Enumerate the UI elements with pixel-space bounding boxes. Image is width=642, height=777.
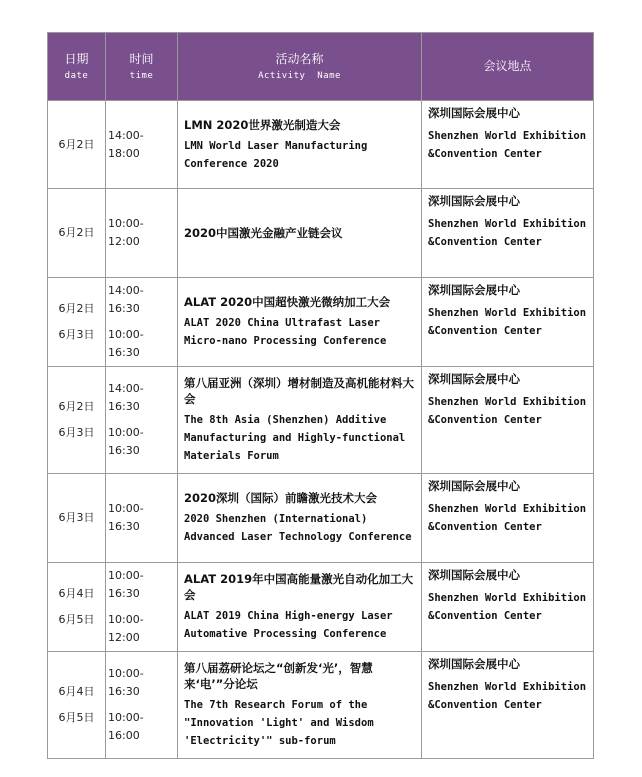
activity-title-cn: ALAT 2020中国超快激光微纳加工大会 [184,295,391,309]
table-row [48,189,594,278]
table-row [48,563,594,652]
date-cell [48,563,106,652]
date-text: 6月5日 [58,711,95,724]
table-row [48,474,594,563]
date-text: 6月5日 [58,613,95,626]
activity-cell [178,278,422,367]
time-text: 10:00- [108,613,144,626]
activity-cell [178,652,422,759]
time-text: 14:00- [108,128,144,142]
time-text: 10:00- [108,328,144,341]
venue-name-en: Shenzhen World Exhibition &Convention Center [428,503,587,533]
date-cell [48,652,106,759]
table-row [48,367,594,474]
activity-title-en: LMN World Laser Manufacturing Conference 2020 [184,139,368,170]
time-text: 14:00- [108,284,144,297]
activity-cell [178,367,422,474]
header-activity: 活动名称 Activity Name [178,33,422,101]
date-text: 6月3日 [58,328,95,341]
venue-cell [422,367,594,474]
venue-name-en: Shenzhen World Exhibition &Convention Center [428,130,587,160]
date-text: 6月3日 [58,426,95,439]
venue-name-cn: 深圳国际会展中心 [428,194,520,208]
venue-name-en: Shenzhen World Exhibition &Convention Center [428,396,587,426]
activity-title-cn: ALAT 2019年中国高能量激光自动化加工大会 [184,572,414,602]
venue-cell [422,278,594,367]
activity-cell [178,474,422,563]
venue-name-en: Shenzhen World Exhibition &Convention Center [428,592,587,622]
activity-title-cn: 第八届荔研论坛之“创新发‘光’，智慧来‘电’”分论坛 [184,661,373,691]
activity-title-cn: 第八届亚洲（深圳）增材制造及高机能材料大会 [184,376,414,406]
date-text: 6月2日 [58,226,95,239]
time-text: 16:00 [108,729,140,742]
venue-cell [422,101,594,189]
venue-name-cn: 深圳国际会展中心 [428,283,520,297]
date-text: 6月4日 [58,685,95,698]
date-text: 6月2日 [58,137,95,151]
activity-title-en: The 8th Asia (Shenzhen) Additive Manufacturing and Highly-functional Materials Forum [184,414,406,462]
activity-title-en: ALAT 2020 China Ultrafast Laser Micro-nano Processing Conference [184,317,387,347]
schedule-table [47,32,594,759]
time-text: 14:00- [108,382,144,395]
time-text: 16:30 [108,520,140,533]
time-text: 18:00 [108,146,140,160]
schedule-sheet [47,32,593,759]
time-text: 10:00- [108,217,144,230]
activity-title-cn: 2020深圳（国际）前瞻激光技术大会 [184,491,378,505]
time-cell [106,101,178,189]
activity-title-cn: LMN 2020世界激光制造大会 [184,117,341,132]
time-text: 10:00- [108,426,144,439]
venue-name-en: Shenzhen World Exhibition &Convention Center [428,307,587,337]
venue-cell [422,563,594,652]
time-text: 16:30 [108,685,140,698]
time-text: 16:30 [108,587,140,600]
date-cell [48,278,106,367]
time-text: 12:00 [108,235,140,248]
date-text: 6月4日 [58,587,95,600]
time-text: 16:30 [108,346,140,359]
time-text: 10:00- [108,667,144,680]
venue-name-cn: 深圳国际会展中心 [428,106,520,120]
time-cell [106,278,178,367]
venue-name-en: Shenzhen World Exhibition &Convention Center [428,681,587,711]
date-cell [48,474,106,563]
date-text: 6月2日 [58,400,95,413]
time-text: 16:30 [108,444,140,457]
time-text: 16:30 [108,400,140,413]
header-row [48,33,594,101]
time-text: 10:00- [108,711,144,724]
header-venue: 会议地点 [422,33,594,101]
venue-name-cn: 深圳国际会展中心 [428,372,520,386]
activity-cell [178,101,422,189]
date-cell [48,189,106,278]
venue-cell [422,189,594,278]
activity-cell [178,189,422,278]
time-cell [106,189,178,278]
venue-cell [422,652,594,759]
table-row [48,652,594,759]
date-cell [48,367,106,474]
header-time: 时间 time [106,33,178,101]
activity-title-en: The 7th Research Forum of the "Innovation 'Light' and Wisdom 'Electricity'" sub-forum [184,699,374,747]
time-cell [106,652,178,759]
activity-title-en: ALAT 2019 China High-energy Laser Automative Processing Conference [184,610,393,640]
time-text: 10:00- [108,569,144,582]
activity-title-en: 2020 Shenzhen (International) Advanced Laser Technology Conference [184,513,412,543]
venue-cell [422,474,594,563]
time-cell [106,474,178,563]
date-text: 6月2日 [58,302,95,315]
table-row [48,101,594,189]
date-cell [48,101,106,189]
header-date: 日期 date [48,33,106,101]
venue-name-en: Shenzhen World Exhibition &Convention Center [428,218,587,248]
activity-title-cn: 2020中国激光金融产业链会议 [184,226,343,240]
table-row [48,278,594,367]
time-text: 12:00 [108,631,140,644]
time-text: 10:00- [108,502,144,515]
time-cell [106,367,178,474]
date-text: 6月3日 [58,511,95,524]
venue-name-cn: 深圳国际会展中心 [428,657,520,671]
time-text: 16:30 [108,302,140,315]
activity-cell [178,563,422,652]
venue-name-cn: 深圳国际会展中心 [428,479,520,493]
venue-name-cn: 深圳国际会展中心 [428,568,520,582]
time-cell [106,563,178,652]
